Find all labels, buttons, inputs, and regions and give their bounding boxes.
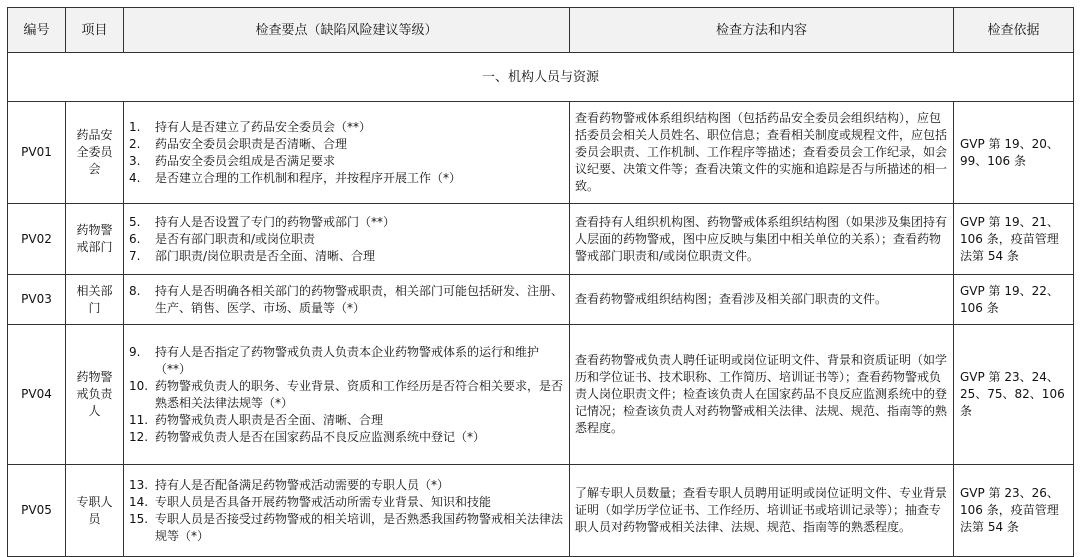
- table-row: [8, 102, 1074, 204]
- row-item: 药物警戒负责人: [66, 325, 124, 465]
- row-item: 相关部门: [66, 275, 124, 325]
- point-number: 10.: [129, 378, 149, 393]
- row-method: 查看药物警戒负责人聘任证明或岗位证明文件、背景和资质证明（如学历和学位证书、技术职称、工作简历、培训证书等）；查看药物警戒负责人岗位职责文件；检查该负责人在国家药品不良反应监测系统中的登记情况；检查该负责人对药物警戒相关法律、法规、规范、指南等的熟悉程度。: [570, 325, 954, 465]
- header-points: 检查要点（缺陷风险建议等级）: [124, 8, 570, 53]
- section-row: [8, 53, 1074, 102]
- row-points: [124, 325, 570, 465]
- section-title: 一、机构人员与资源: [8, 53, 1074, 102]
- row-code: PV05: [8, 465, 66, 557]
- point-text: 部门职责/岗位职责是否全面、清晰、合理: [155, 248, 376, 263]
- point-item: [129, 214, 564, 231]
- point-number: 8.: [129, 283, 141, 298]
- point-text: 专职人员是否接受过药物警戒的相关培训，是否熟悉我国药物警戒相关法律法规等（*）: [155, 511, 564, 543]
- point-text: 药品安全委员会组成是否满足要求: [155, 153, 336, 168]
- point-number: 3.: [129, 153, 141, 168]
- table-row: [8, 465, 1074, 557]
- point-number: 4.: [129, 170, 141, 185]
- point-text: 专职人员是否具备开展药物警戒活动所需专业背景、知识和技能: [155, 494, 492, 509]
- point-item: [129, 429, 564, 446]
- row-method: 查看持有人组织机构图、药物警戒体系组织结构图（如果涉及集团持有人层面的药物警戒，图中应反映与集团中相关单位的关系）；查看药物警戒部门职责和/或岗位职责文件。: [570, 204, 954, 275]
- point-item: [129, 136, 564, 153]
- header-method: 检查方法和内容: [570, 8, 954, 53]
- table-row: [8, 275, 1074, 325]
- row-code: PV01: [8, 102, 66, 204]
- row-method: 查看药物警戒体系组织结构图（包括药品安全委员会组织结构），应包括委员会相关人员姓名、职位信息；查看相关制度或规程文件，应包括委员会职责、工作机制、工作程序等描述；查看委员会工作纪录，如会议纪要、决策文件等；查看决策文件的实施和追踪是否与所描述的相一致。: [570, 102, 954, 204]
- header-basis: 检查依据: [954, 8, 1074, 53]
- row-points: [124, 465, 570, 557]
- row-points: [124, 204, 570, 275]
- point-text: 持有人是否建立了药品安全委员会（**）: [155, 119, 372, 134]
- row-points: [124, 275, 570, 325]
- point-number: 2.: [129, 136, 141, 151]
- point-text: 持有人是否明确各相关部门的药物警戒职责，相关部门可能包括研发、注册、生产、销售、医学、市场、质量等（*）: [155, 283, 564, 315]
- inspection-table: [7, 7, 1074, 557]
- point-text: 药物警戒负责人是否在国家药品不良反应监测系统中登记（*）: [155, 429, 486, 444]
- header-item: 项目: [66, 8, 124, 53]
- point-number: 15.: [129, 511, 149, 526]
- point-text: 是否建立合理的工作机制和程序，并按程序开展工作（*）: [155, 170, 462, 185]
- table-row: [8, 325, 1074, 465]
- row-basis: GVP 第 19、20、99、106 条: [954, 102, 1074, 204]
- point-number: 9.: [129, 344, 141, 359]
- row-method: 了解专职人员数量；查看专职人员聘用证明或岗位证明文件、专业背景证明（如学历学位证书、工作经历、培训证书或培训记录等）；抽查专职人员对药物警戒相关法律、法规、规范、指南等的熟悉程度。: [570, 465, 954, 557]
- row-basis: GVP 第 23、26、106 条，疫苗管理法第 54 条: [954, 465, 1074, 557]
- row-item: 药物警戒部门: [66, 204, 124, 275]
- point-item: [129, 283, 564, 317]
- point-number: 1.: [129, 119, 141, 134]
- point-text: 持有人是否配备满足药物警戒活动需要的专职人员（*）: [155, 477, 450, 492]
- row-method: 查看药物警戒组织结构图；查看涉及相关部门职责的文件。: [570, 275, 954, 325]
- point-number: 12.: [129, 429, 149, 444]
- point-number: 7.: [129, 248, 141, 263]
- header-code: 编号: [8, 8, 66, 53]
- row-basis: GVP 第 23、24、25、75、82、106 条: [954, 325, 1074, 465]
- point-item: [129, 511, 564, 545]
- row-basis: GVP 第 19、22、106 条: [954, 275, 1074, 325]
- point-text: 持有人是否设置了专门的药物警戒部门（**）: [155, 214, 396, 229]
- point-number: 13.: [129, 477, 149, 492]
- row-code: PV04: [8, 325, 66, 465]
- point-number: 6.: [129, 231, 141, 246]
- header-row: [8, 8, 1074, 53]
- point-item: [129, 170, 564, 187]
- row-points: [124, 102, 570, 204]
- row-code: PV03: [8, 275, 66, 325]
- point-text: 是否有部门职责和/或岗位职责: [155, 231, 316, 246]
- row-basis: GVP 第 19、21、106 条，疫苗管理法第 54 条: [954, 204, 1074, 275]
- table-row: [8, 204, 1074, 275]
- point-item: [129, 477, 564, 494]
- point-number: 14.: [129, 494, 149, 509]
- point-number: 5.: [129, 214, 141, 229]
- row-item: 专职人员: [66, 465, 124, 557]
- point-number: 11.: [129, 412, 149, 427]
- point-item: [129, 494, 564, 511]
- point-item: [129, 153, 564, 170]
- point-text: 持有人是否指定了药物警戒负责人负责本企业药物警戒体系的运行和维护（**）: [155, 344, 540, 376]
- point-item: [129, 231, 564, 248]
- point-item: [129, 412, 564, 429]
- point-text: 药物警戒负责人职责是否全面、清晰、合理: [155, 412, 384, 427]
- point-item: [129, 119, 564, 136]
- point-item: [129, 378, 564, 412]
- point-item: [129, 248, 564, 265]
- point-item: [129, 344, 564, 378]
- row-item: 药品安全委员会: [66, 102, 124, 204]
- point-text: 药品安全委员会职责是否清晰、合理: [155, 136, 348, 151]
- point-text: 药物警戒负责人的职务、专业背景、资质和工作经历是否符合相关要求，是否熟悉相关法律法规等（*）: [155, 378, 564, 410]
- row-code: PV02: [8, 204, 66, 275]
